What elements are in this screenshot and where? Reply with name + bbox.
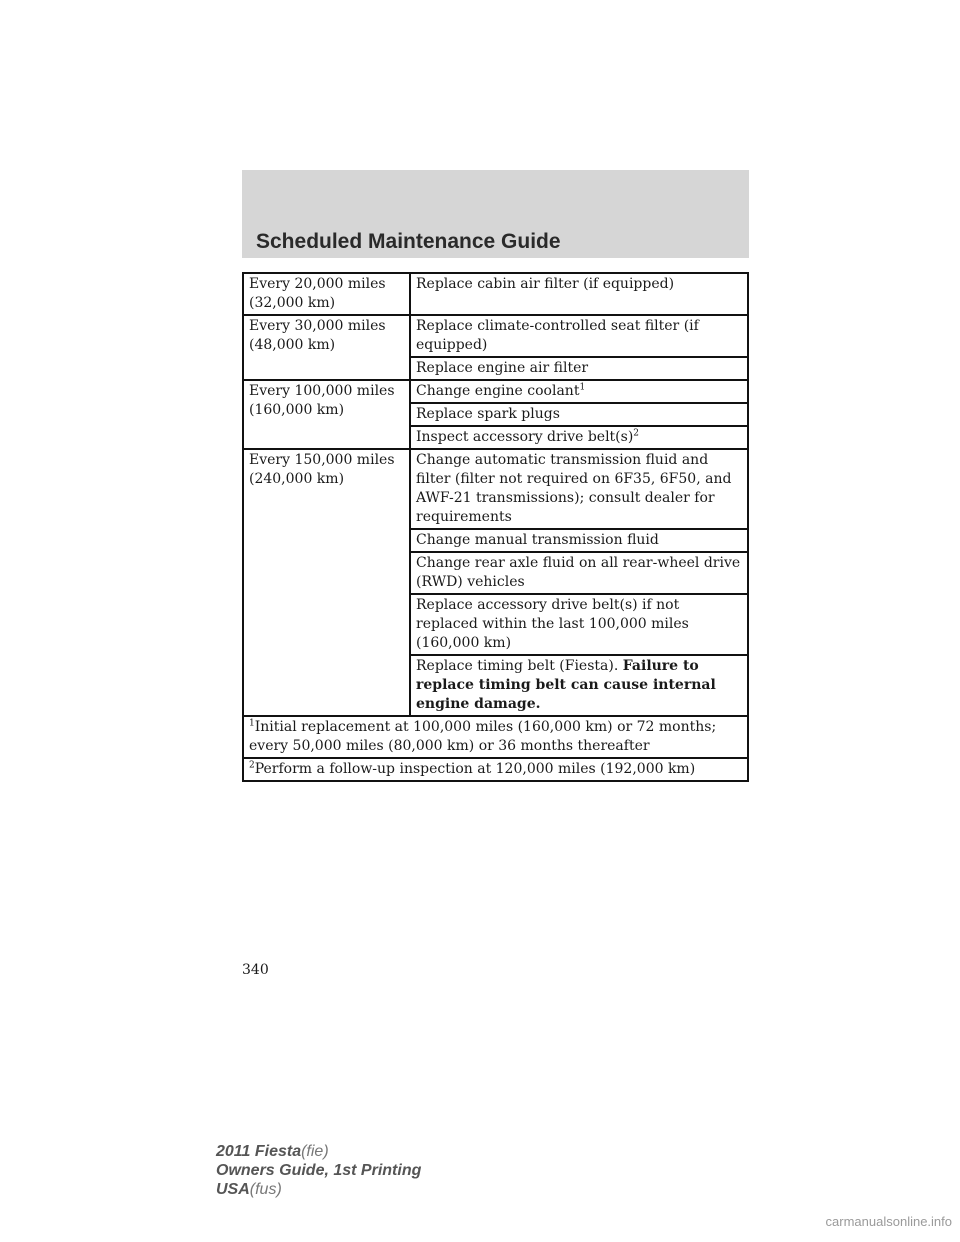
task-cell (410, 655, 748, 716)
footer-line-guide (216, 1161, 421, 1180)
task-label: Replace accessory drive belt(s) if not replaced within the last 100,000 miles (160,000 km) (416, 597, 689, 651)
table-row (243, 380, 748, 403)
task-cell (410, 594, 748, 655)
interval-cell (243, 315, 410, 380)
task-label: Change engine coolant (416, 383, 580, 399)
footnote-mark: 2 (249, 760, 255, 771)
section-header (242, 170, 749, 258)
task-label: Change rear axle fluid on all rear-wheel drive (RWD) vehicles (416, 555, 741, 590)
footnote-ref: 1 (579, 382, 586, 393)
footnote-mark: 1 (249, 718, 255, 729)
task-label: Replace timing belt (Fiesta). (416, 658, 619, 674)
task-label: Replace engine air filter (416, 360, 589, 376)
task-cell (410, 449, 748, 529)
task-cell (410, 403, 748, 426)
footer-model-code: (fie) (301, 1143, 329, 1160)
task-cell (410, 529, 748, 552)
interval-label: Every 100,000 miles (160,000 km) (249, 383, 395, 418)
task-label: Replace climate-controlled seat filter (if equipped) (416, 318, 699, 353)
page-number: 340 (242, 962, 269, 978)
table-row (243, 315, 748, 357)
footnote-text: Perform a follow-up inspection at 120,000 miles (192,000 km) (254, 761, 696, 777)
footnote-cell (243, 758, 748, 781)
interval-label: Every 30,000 miles (48,000 km) (249, 318, 386, 353)
interval-cell (243, 449, 410, 716)
footer-guide: Owners Guide, 1st Printing (216, 1162, 422, 1179)
table-row (243, 273, 748, 315)
interval-cell (243, 273, 410, 315)
task-label: Replace spark plugs (416, 406, 560, 422)
footnote-cell (243, 716, 748, 758)
task-cell (410, 315, 748, 357)
table-row (243, 716, 748, 758)
footnote-ref: 2 (633, 428, 640, 439)
watermark: carmanualsonline.info (825, 1214, 952, 1229)
task-cell (410, 552, 748, 594)
task-cell (410, 380, 748, 403)
task-label: Inspect accessory drive belt(s) (416, 429, 634, 445)
task-label: Replace cabin air filter (if equipped) (416, 276, 675, 292)
footnote-text: Initial replacement at 100,000 miles (160,000 km) or 72 months; every 50,000 miles (80,000 km) or 36 months thereafter (249, 719, 717, 754)
table-row (243, 449, 748, 529)
footer-line-market (216, 1180, 421, 1199)
task-label: Change manual transmission fluid (416, 532, 659, 548)
maintenance-table (242, 272, 749, 782)
task-cell (410, 273, 748, 315)
task-cell (410, 426, 748, 449)
section-title: Scheduled Maintenance Guide (256, 230, 561, 253)
task-label: Change automatic transmission fluid and filter (filter not required on 6F35, 6F50, and AWF-21 transmissions); consult dealer for requirements (416, 452, 732, 525)
document-footer (216, 1142, 421, 1199)
table-row (243, 758, 748, 781)
footer-market: USA (216, 1181, 250, 1198)
footer-line-model (216, 1142, 421, 1161)
footer-market-code: (fus) (249, 1181, 282, 1198)
interval-cell (243, 380, 410, 449)
interval-label: Every 150,000 miles (240,000 km) (249, 452, 395, 487)
footer-model: 2011 Fiesta (216, 1143, 302, 1160)
task-cell (410, 357, 748, 380)
warning-text: Failure to replace timing belt can cause internal engine damage. (416, 658, 716, 712)
interval-label: Every 20,000 miles (32,000 km) (249, 276, 386, 311)
